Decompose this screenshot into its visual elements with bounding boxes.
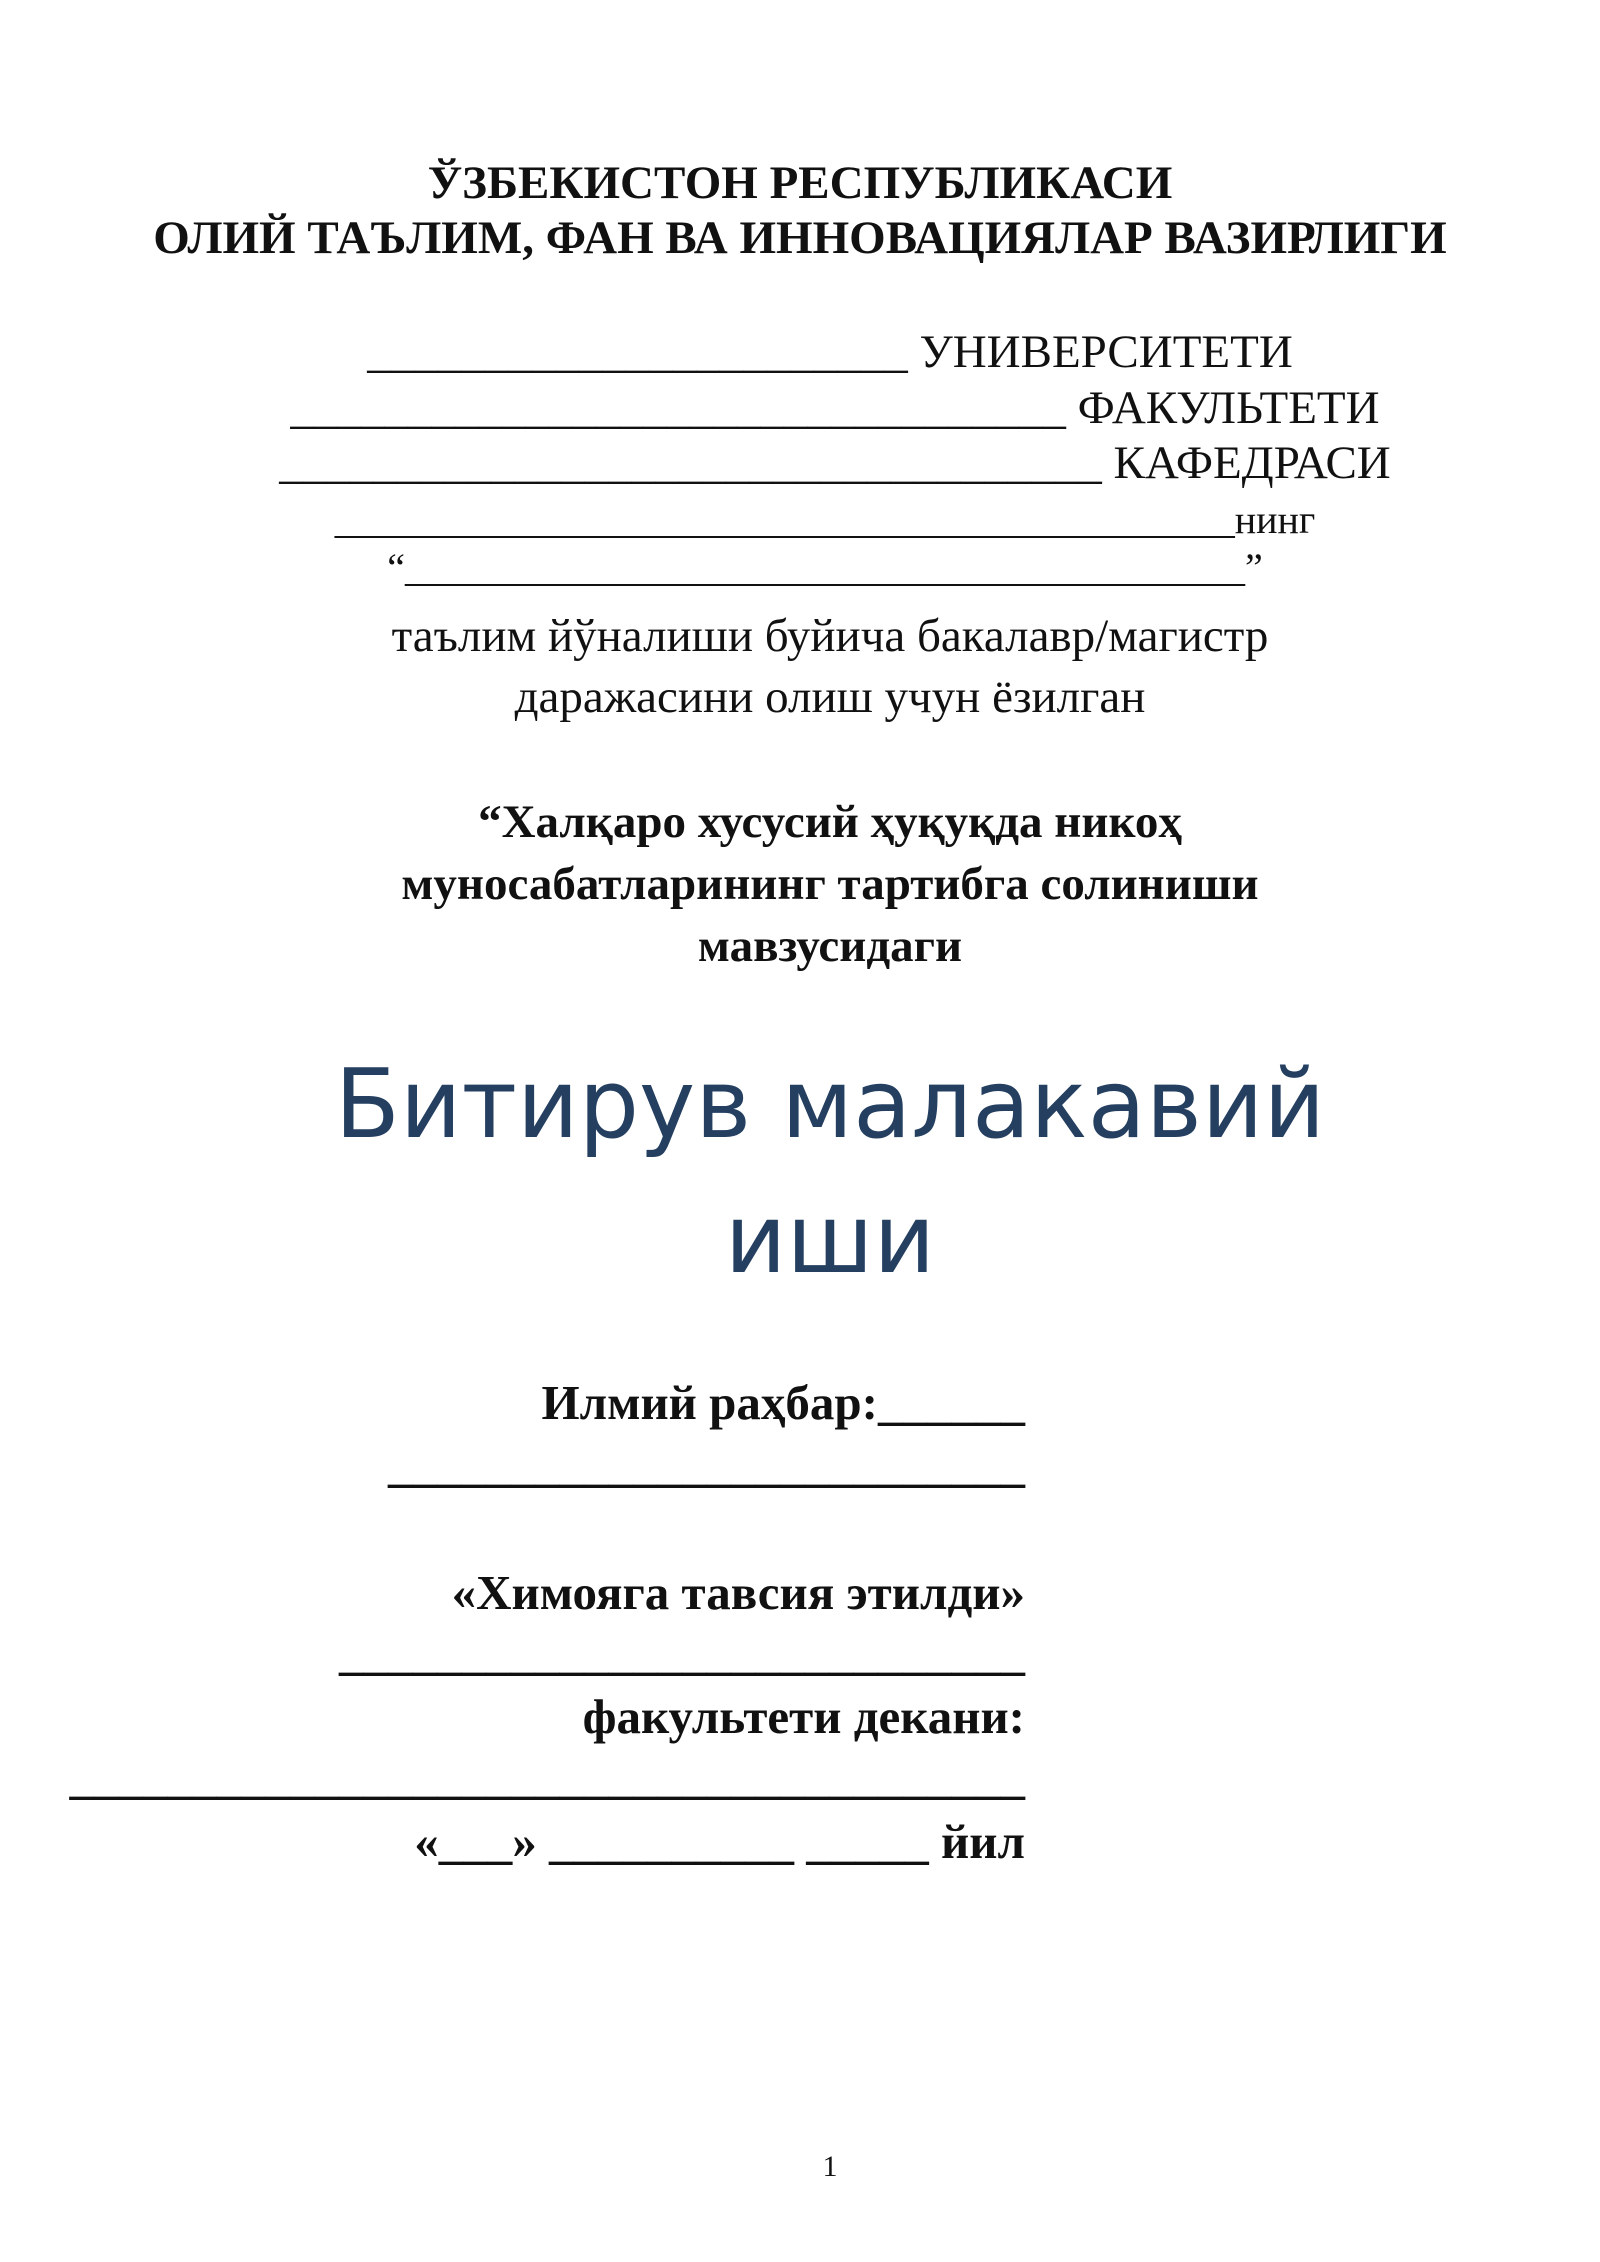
topic-line2: муносабатларининг тартибга солиниши	[401, 858, 1259, 910]
education-direction-field: “__________________________________________”	[387, 545, 1263, 590]
date-line: «___» __________ _____ йил	[414, 1814, 1025, 1869]
supervisor-signature-line: __________________________	[388, 1437, 1025, 1492]
ministry-header-line2: ОЛИЙ ТАЪЛИМ, ФАН ВА ИННОВАЦИЯЛАР ВАЗИРЛИГИ	[153, 212, 1447, 264]
dean-label: факультети декани:	[582, 1689, 1025, 1744]
document-title-line1: Битирув малакавий	[334, 1050, 1326, 1160]
university-field: _______________________ УНИВЕРСИТЕТИ	[367, 326, 1293, 378]
page-number: 1	[822, 2150, 838, 2183]
topic-line1: “Халқаро хусусий ҳуқуқда никоҳ	[478, 796, 1182, 848]
supervisor-label: Илмий раҳбар:______	[541, 1375, 1025, 1430]
student-name-field: _____________________________________________нинг	[334, 497, 1316, 542]
degree-text-line2: даражасини олиш учун ёзилган	[514, 671, 1146, 723]
dean-signature-line: _______________________________________	[69, 1749, 1025, 1804]
document-title-line2: иши	[724, 1185, 936, 1295]
ministry-header-line1: ЎЗБЕКИСТОН РЕСПУБЛИКАСИ	[427, 157, 1173, 209]
recommended-label: «Химояга тавсия этилди»	[451, 1565, 1025, 1620]
topic-line3: мавзусидаги	[697, 920, 963, 972]
degree-text-line1: таълим йўналиши буйича бакалавр/магистр	[391, 610, 1269, 662]
recommended-signature-line: ____________________________	[339, 1625, 1025, 1680]
department-field: ___________________________________ КАФЕДРАСИ	[279, 437, 1391, 489]
faculty-field: _________________________________ ФАКУЛЬТЕТИ	[290, 382, 1380, 434]
